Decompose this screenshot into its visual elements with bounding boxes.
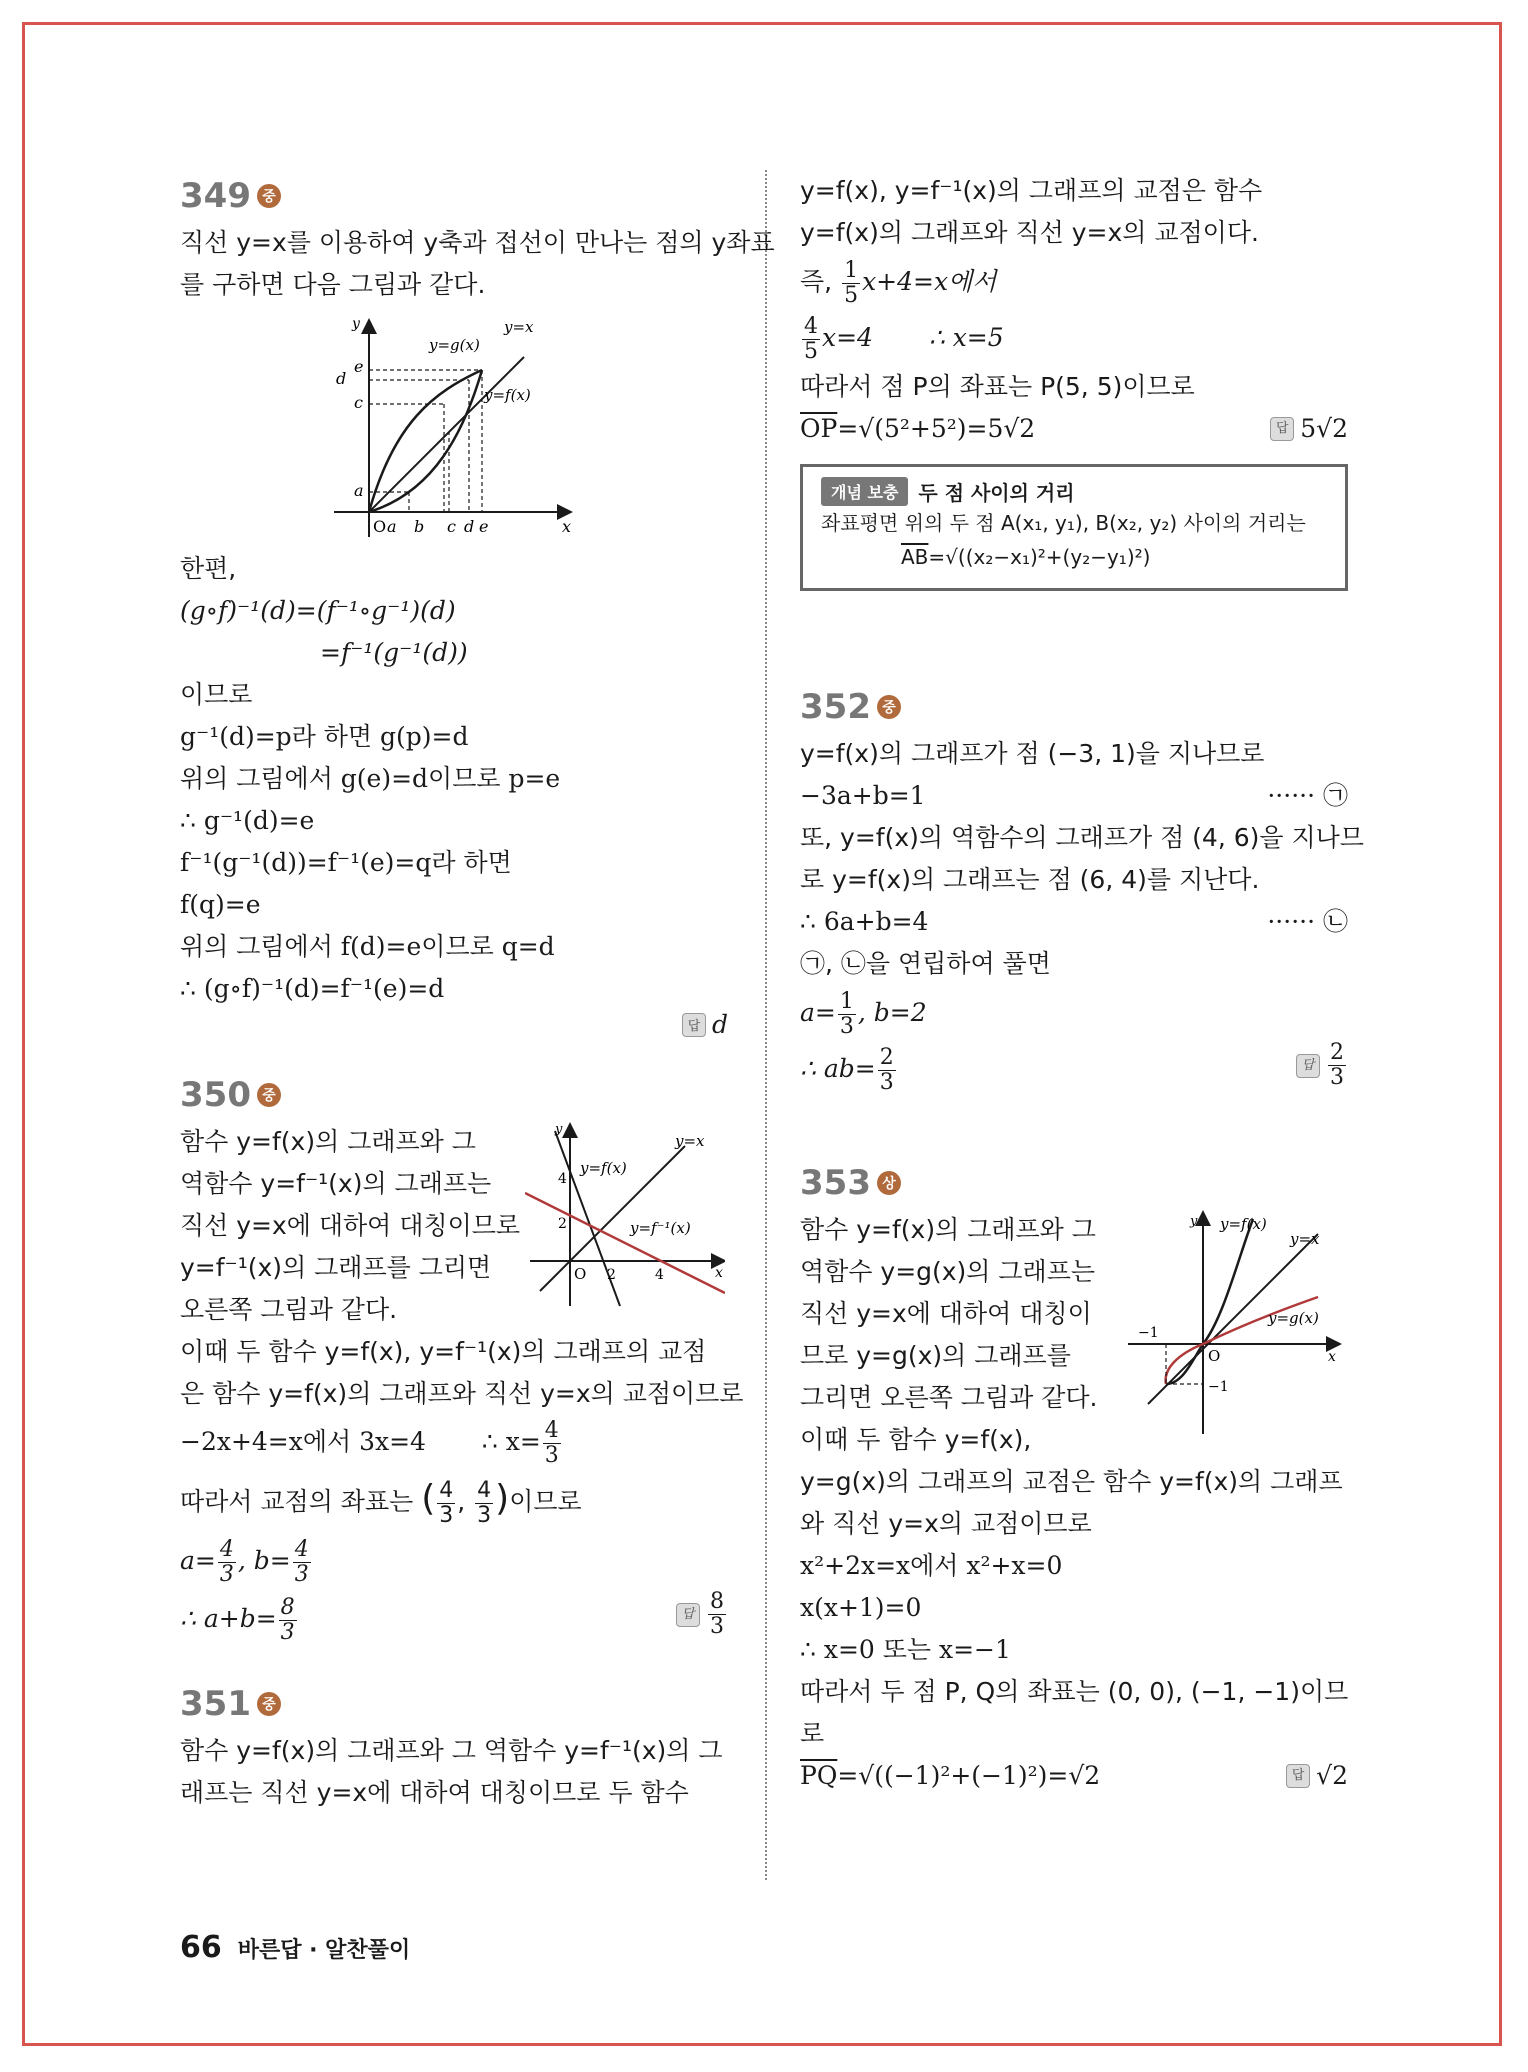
text-line: 므로 y=g(x)의 그래프를 <box>800 1341 1071 1370</box>
text-line: 직선 y=x에 대하여 대칭이 <box>800 1299 1092 1328</box>
xe-label: e <box>479 517 489 536</box>
text-line: 로 <box>800 1719 825 1748</box>
equation-line: 즉, $\frac{1}{5}$ x+4=x에서 <box>800 258 997 308</box>
xa-label: a <box>387 517 397 536</box>
problem-number: 351 <box>180 1684 251 1724</box>
level-badge: 중 <box>257 1083 281 1107</box>
math-line: −3a+b=1 ······ ㉠ <box>800 781 1348 810</box>
origin-label: O <box>574 1265 587 1283</box>
concept-box <box>800 464 1348 591</box>
text-line: 함수 y=f(x)의 그래프와 그 역함수 y=f⁻¹(x)의 그 <box>180 1736 723 1765</box>
text-line: 와 직선 y=x의 교점이므로 <box>800 1509 1092 1538</box>
concept-line: 좌표평면 위의 두 점 A(x₁, y₁), B(x₂, y₂) 사이의 거리는 <box>821 511 1306 535</box>
math-line: ∴ (g∘f)⁻¹(d)=f⁻¹(e)=d <box>180 974 445 1003</box>
text-line: 역함수 y=f⁻¹(x)의 그래프는 <box>180 1169 492 1198</box>
concept-formula: $\overline{AB}=√((x_2-x_1)^2+(y_2-y_1)^2)$ <box>901 545 1151 569</box>
x-tick-2: 2 <box>607 1267 616 1283</box>
text-line: 은 함수 y=f(x)의 그래프와 직선 y=x의 교점이므로 <box>180 1379 744 1408</box>
sum-line: ∴ a+b= $\frac{8}{3}$ 답 $\frac{8}{3}$ <box>180 1590 728 1648</box>
graph-353 <box>1128 1209 1348 1439</box>
text-line: y=f(x)의 그래프가 점 (−3, 1)을 지나므로 <box>800 739 1265 768</box>
curve-f-label: y=f(x) <box>1220 1215 1267 1233</box>
y-tick-2: 2 <box>558 1216 567 1232</box>
page-footer <box>180 1930 410 1965</box>
text-line: y=f⁻¹(x)의 그래프를 그리면 <box>180 1253 492 1282</box>
left-column <box>180 170 775 1814</box>
problem-351-header <box>180 1684 728 1724</box>
problem-number: 350 <box>180 1075 251 1115</box>
column-divider <box>765 170 767 1880</box>
text-line: 또, y=f(x)의 역함수의 그래프가 점 (4, 6)을 지나므 <box>800 823 1364 852</box>
math-line: x(x+1)=0 <box>800 1593 922 1622</box>
level-badge: 중 <box>257 1692 281 1716</box>
math-line: ∴ g⁻¹(d)=e <box>180 806 315 835</box>
x-axis-label: x <box>1328 1349 1336 1365</box>
math-line: f(q)=e <box>180 890 261 919</box>
text-line: 함수 y=f(x)의 그래프와 그 <box>800 1215 1096 1244</box>
math-line: f⁻¹(g⁻¹(d))=f⁻¹(e)=q라 하면 <box>180 848 512 877</box>
math-line: 위의 그림에서 g(e)=d이므로 p=e <box>180 764 561 793</box>
op-line: $\overline{OP}=√(5^2+5^2)=5√2$ 답 5√2 <box>800 408 1348 450</box>
text-line: 한편, <box>180 554 237 583</box>
coord-line: 따라서 교점의 좌표는 ( $\frac{4}{3}$ , $\frac{4}{3}$ )이므로 <box>180 1477 582 1528</box>
x-axis-label: x <box>715 1265 723 1281</box>
text-line: 래프는 직선 y=x에 대하여 대칭이므로 두 함수 <box>180 1778 689 1807</box>
text-line: 로 y=f(x)의 그래프는 점 (6, 4)를 지난다. <box>800 865 1260 894</box>
c-label: c <box>354 393 363 412</box>
page-number: 66 <box>180 1930 222 1965</box>
x-axis-label: x <box>562 517 572 536</box>
problem-number: 353 <box>800 1163 871 1203</box>
curve-f-label: y=f(x) <box>580 1159 627 1177</box>
problem-353-header <box>800 1163 1348 1203</box>
text-line: y=g(x)의 그래프의 교점은 함수 y=f(x)의 그래프 <box>800 1467 1343 1496</box>
math-line: 위의 그림에서 f(d)=e이므로 q=d <box>180 932 555 961</box>
text-line: y=f(x)의 그래프와 직선 y=x의 교점이다. <box>800 218 1259 247</box>
level-badge: 중 <box>877 695 901 719</box>
graph-350 <box>525 1121 725 1311</box>
p350-text-with-graph <box>180 1121 728 1331</box>
line-yx-label: y=x <box>675 1132 705 1150</box>
graph-349 <box>324 312 584 542</box>
math-line: =f⁻¹(g⁻¹(d)) <box>320 638 468 667</box>
y-tick-4: 4 <box>558 1171 567 1187</box>
text-line: 그리면 오른쪽 그림과 같다. <box>800 1383 1098 1412</box>
text-line: 이때 두 함수 y=f(x), <box>800 1425 1032 1454</box>
line-yx-label: y=x <box>1290 1230 1320 1248</box>
book-title: 바른답 · 알찬풀이 <box>237 1938 411 1963</box>
answer-353: 답 √2 <box>1286 1755 1348 1797</box>
text-line: 직선 y=x를 이용하여 y축과 접선이 만나는 점의 y좌표 <box>180 228 775 257</box>
curve-g-label: y=g(x) <box>429 336 480 354</box>
line-yx-label: y=x <box>504 318 534 336</box>
curve-g-label: y=g(x) <box>1268 1309 1319 1327</box>
problem-352-header <box>800 687 1348 727</box>
problem-number: 352 <box>800 687 871 727</box>
xd-label: d <box>464 517 475 536</box>
x-tick-4: 4 <box>655 1267 664 1283</box>
text-line: 따라서 두 점 P, Q의 좌표는 (0, 0), (−1, −1)이므 <box>800 1677 1349 1706</box>
text-line: ㉠, ㉡을 연립하여 풀면 <box>800 949 1051 978</box>
y-axis-label: y <box>1190 1214 1198 1229</box>
y-axis-label: y <box>352 316 360 332</box>
origin-label: O <box>1208 1347 1221 1365</box>
pq-line: $\overline{PQ}=√((-1)^2+(-1)^2)=√2$ 답 √2 <box>800 1755 1348 1797</box>
level-badge: 상 <box>877 1171 901 1195</box>
xb-label: b <box>414 517 425 536</box>
answer-350: 답 $\frac{8}{3}$ <box>676 1590 728 1639</box>
concept-box-title: 개념 보충 두 점 사이의 거리 <box>821 477 1327 506</box>
curve-f-label: y=f(x) <box>484 386 531 404</box>
math-line: ∴ x=0 또는 x=−1 <box>800 1635 1011 1664</box>
problem-350-header <box>180 1075 728 1115</box>
answer-352: 답 $\frac{2}{3}$ <box>1296 1041 1348 1090</box>
concept-tag: 개념 보충 <box>821 477 908 506</box>
curve-finv-label: y=f⁻¹(x) <box>630 1219 691 1237</box>
math-line: (g∘f)⁻¹(d)=(f⁻¹∘g⁻¹)(d) <box>180 596 456 625</box>
problem-349-header <box>180 176 728 216</box>
xc-label: c <box>447 517 456 536</box>
level-badge: 중 <box>257 184 281 208</box>
equation-result: ∴ x= <box>481 1427 541 1456</box>
e-label: e <box>354 357 364 376</box>
answer-351: 답 5√2 <box>1270 408 1348 450</box>
text-line: 오른쪽 그림과 같다. <box>180 1295 398 1324</box>
math-line: g⁻¹(d)=p라 하면 g(p)=d <box>180 722 469 751</box>
origin-label: O <box>373 517 387 536</box>
equation-line: $\frac{4}{5}$ x=4 ∴ x=5 <box>804 314 1004 364</box>
equation: −2x+4=x에서 3x=4 <box>180 1427 426 1456</box>
y-tick-minus1: −1 <box>1208 1379 1229 1395</box>
answer-349 <box>180 1010 728 1039</box>
math-line: ∴ ab= $\frac{2}{3}$ 답 $\frac{2}{3}$ <box>800 1041 1348 1097</box>
a-label: a <box>354 481 364 500</box>
d-label: d <box>336 369 347 388</box>
text-line: 직선 y=x에 대하여 대칭이므로 <box>180 1211 521 1240</box>
ab-line: a= $\frac{4}{3}$ , b= $\frac{4}{3}$ <box>180 1537 309 1587</box>
problem-number: 349 <box>180 176 251 216</box>
answer-mark: 답 <box>682 1013 706 1037</box>
x-tick-minus1: −1 <box>1138 1325 1159 1341</box>
equation-line <box>180 1415 728 1469</box>
math-line: x²+2x=x에서 x²+x=0 <box>800 1551 1063 1580</box>
y-axis-label: y <box>555 1122 563 1137</box>
p353-text-with-graph <box>800 1209 1348 1461</box>
math-line: ∴ 6a+b=4 ······ ㉡ <box>800 907 1348 936</box>
text-line: 역함수 y=g(x)의 그래프는 <box>800 1257 1096 1286</box>
text-line: 를 구하면 다음 그림과 같다. <box>180 270 486 299</box>
answer-value: d <box>711 1010 728 1039</box>
text-line: 이므로 <box>180 680 253 709</box>
text-line: 이때 두 함수 y=f(x), y=f⁻¹(x)의 그래프의 교점 <box>180 1337 707 1366</box>
text-line: y=f(x), y=f⁻¹(x)의 그래프의 교점은 함수 <box>800 176 1263 205</box>
fraction: $\frac{4}{3}$ <box>544 1418 559 1468</box>
math-line: a= $\frac{1}{3}$ , b=2 <box>800 989 927 1039</box>
text-line: 함수 y=f(x)의 그래프와 그 <box>180 1127 476 1156</box>
right-column <box>800 170 1364 1797</box>
text-line: 따라서 점 P의 좌표는 P(5, 5)이므로 <box>800 372 1195 401</box>
